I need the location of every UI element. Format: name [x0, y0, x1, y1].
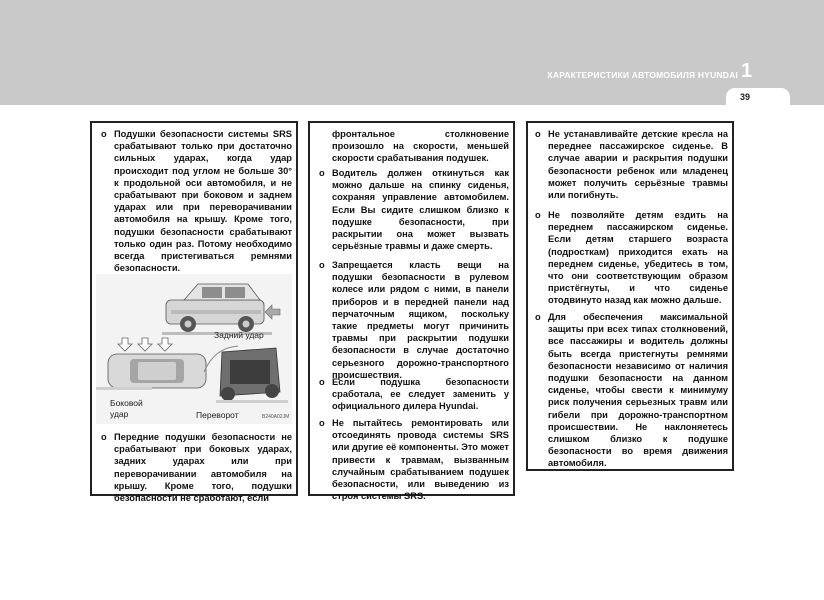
- bullet-text: Не пытайтесь ремонтировать или отсоединять провода системы SRS или другие её компоненты. Это может привести к травмам, вызванным случайным срабатыванием подушек безопасности, или выведению из строя системы SRS.: [332, 418, 509, 502]
- page-number: 39: [739, 92, 750, 102]
- bullet-text: Водитель должен откинуться как можно дальше на спинку сиденья, сохраняя управление автомобилем. Если Вы сидите слишком близко к подушке безопасности, при раскрытии она может вызвать серьёзные травмы и даже смерть.: [332, 168, 509, 252]
- page-header-band: [0, 0, 824, 105]
- side-impact-label-line1: Боковой: [110, 398, 143, 408]
- bullet-marker: o: [319, 418, 325, 428]
- airbag-non-deployment-illustration: [96, 274, 292, 424]
- rear-impact-label: Задний удар: [214, 330, 264, 340]
- text-column-3: [526, 121, 734, 471]
- chapter-number: 1: [741, 60, 753, 82]
- side-impact-car-icon: [96, 354, 206, 390]
- bullet-text: Запрещается класть вещи на подушки безопасности в рулевом колесе или рядом с ними, в панели приборов и в передней панели над перчаточным ящиком, поскольку такие предметы могут причинить травмы при раскрытии подушки безопасности в случае достаточно серьезного дорожно-транспортного происшествия.: [332, 260, 509, 380]
- bullet-marker: o: [535, 129, 541, 139]
- bullet-marker: o: [319, 168, 325, 178]
- bullet-item: [319, 167, 509, 252]
- bullet-marker: o: [319, 260, 325, 270]
- bullet-item: [535, 128, 728, 201]
- bullet-text: Подушки безопасности системы SRS срабатывают только при достаточно сильных ударах, когда удар происходит под углом не больше 30° к продольной оси автомобиля, и не срабатывают при боковом и заднем ударах или при переворачивании автомобиля на крышу. Кроме того, подушки безопасности срабатывают только один раз. Потому необходимо всегда пристегиваться ремнями безопасности.: [114, 129, 292, 274]
- side-impact-arrows-icon: [118, 338, 172, 351]
- bullet-marker: o: [535, 210, 541, 220]
- bullet-text: Для обеспечения максимальной защиты при всех типах столкновений, все пассажиры и водитель должны быть всегда пристегнуты ремнями безопасности независимо от наличия подушки безопасности на данном сиденье, чтобы свести к минимуму риск получения серьезных травм или гибели при дорожно-транспортном происшествии. Не наклоняетесь слишком близко к подушке безопасности во время движения автомобиля.: [548, 312, 728, 469]
- rollover-label: Переворот: [196, 410, 239, 420]
- bullet-text: Не позволяйте детям ездить на переднем пассажирском сиденье. Если детям старшего возраста (подросткам) приходится ехать на переднем сиденье, убедитесь в том, что они соответствующим образом пристёгнуты, и что сиденье отодвинуто назад как можно дальше.: [548, 210, 728, 306]
- bullet-item: [535, 209, 728, 307]
- bullet-marker: o: [319, 377, 325, 387]
- bullet-marker: o: [101, 432, 107, 442]
- bullet-marker: o: [535, 312, 541, 322]
- rollover-car-icon: [204, 346, 288, 403]
- bullet-item: [319, 417, 509, 502]
- bullet-text: Не устанавливайте детские кресла на переднее пассажирское сиденье. В случае аварии и раскрытия подушки безопасности ребенок или младенец может получить серьёзные травмы или погибнуть.: [548, 129, 728, 201]
- text-column-2: [308, 121, 515, 502]
- bullet-item: [319, 376, 509, 413]
- bullet-text: Если подушка безопасности сработала, ее следует заменить у официального дилера Hyundai.: [332, 377, 509, 412]
- bullet-marker: o: [101, 129, 107, 139]
- text-column-1: [90, 121, 298, 504]
- bullet-item: [319, 259, 509, 381]
- side-impact-label-line2: удар: [110, 409, 129, 419]
- figure-code: B240A02JM: [262, 414, 290, 420]
- bullet-item: [101, 128, 292, 274]
- section-title: ХАРАКТЕРИСТИКИ АВТОМОБИЛЯ HYUNDAI: [546, 70, 738, 80]
- bullet-item: [535, 311, 728, 470]
- continuation-text: фронтальное столкновение произошло на скорости, меньшей скорости срабатывания подушек.: [332, 129, 509, 164]
- bullet-item: [101, 431, 292, 504]
- bullet-text: Передние подушки безопасности не срабатывают при боковых ударах, задних ударах или при переворачивании автомобиля на крышу. Кроме того, подушки безопасности не сработают, если: [114, 432, 292, 504]
- rear-impact-car-icon: [162, 284, 280, 335]
